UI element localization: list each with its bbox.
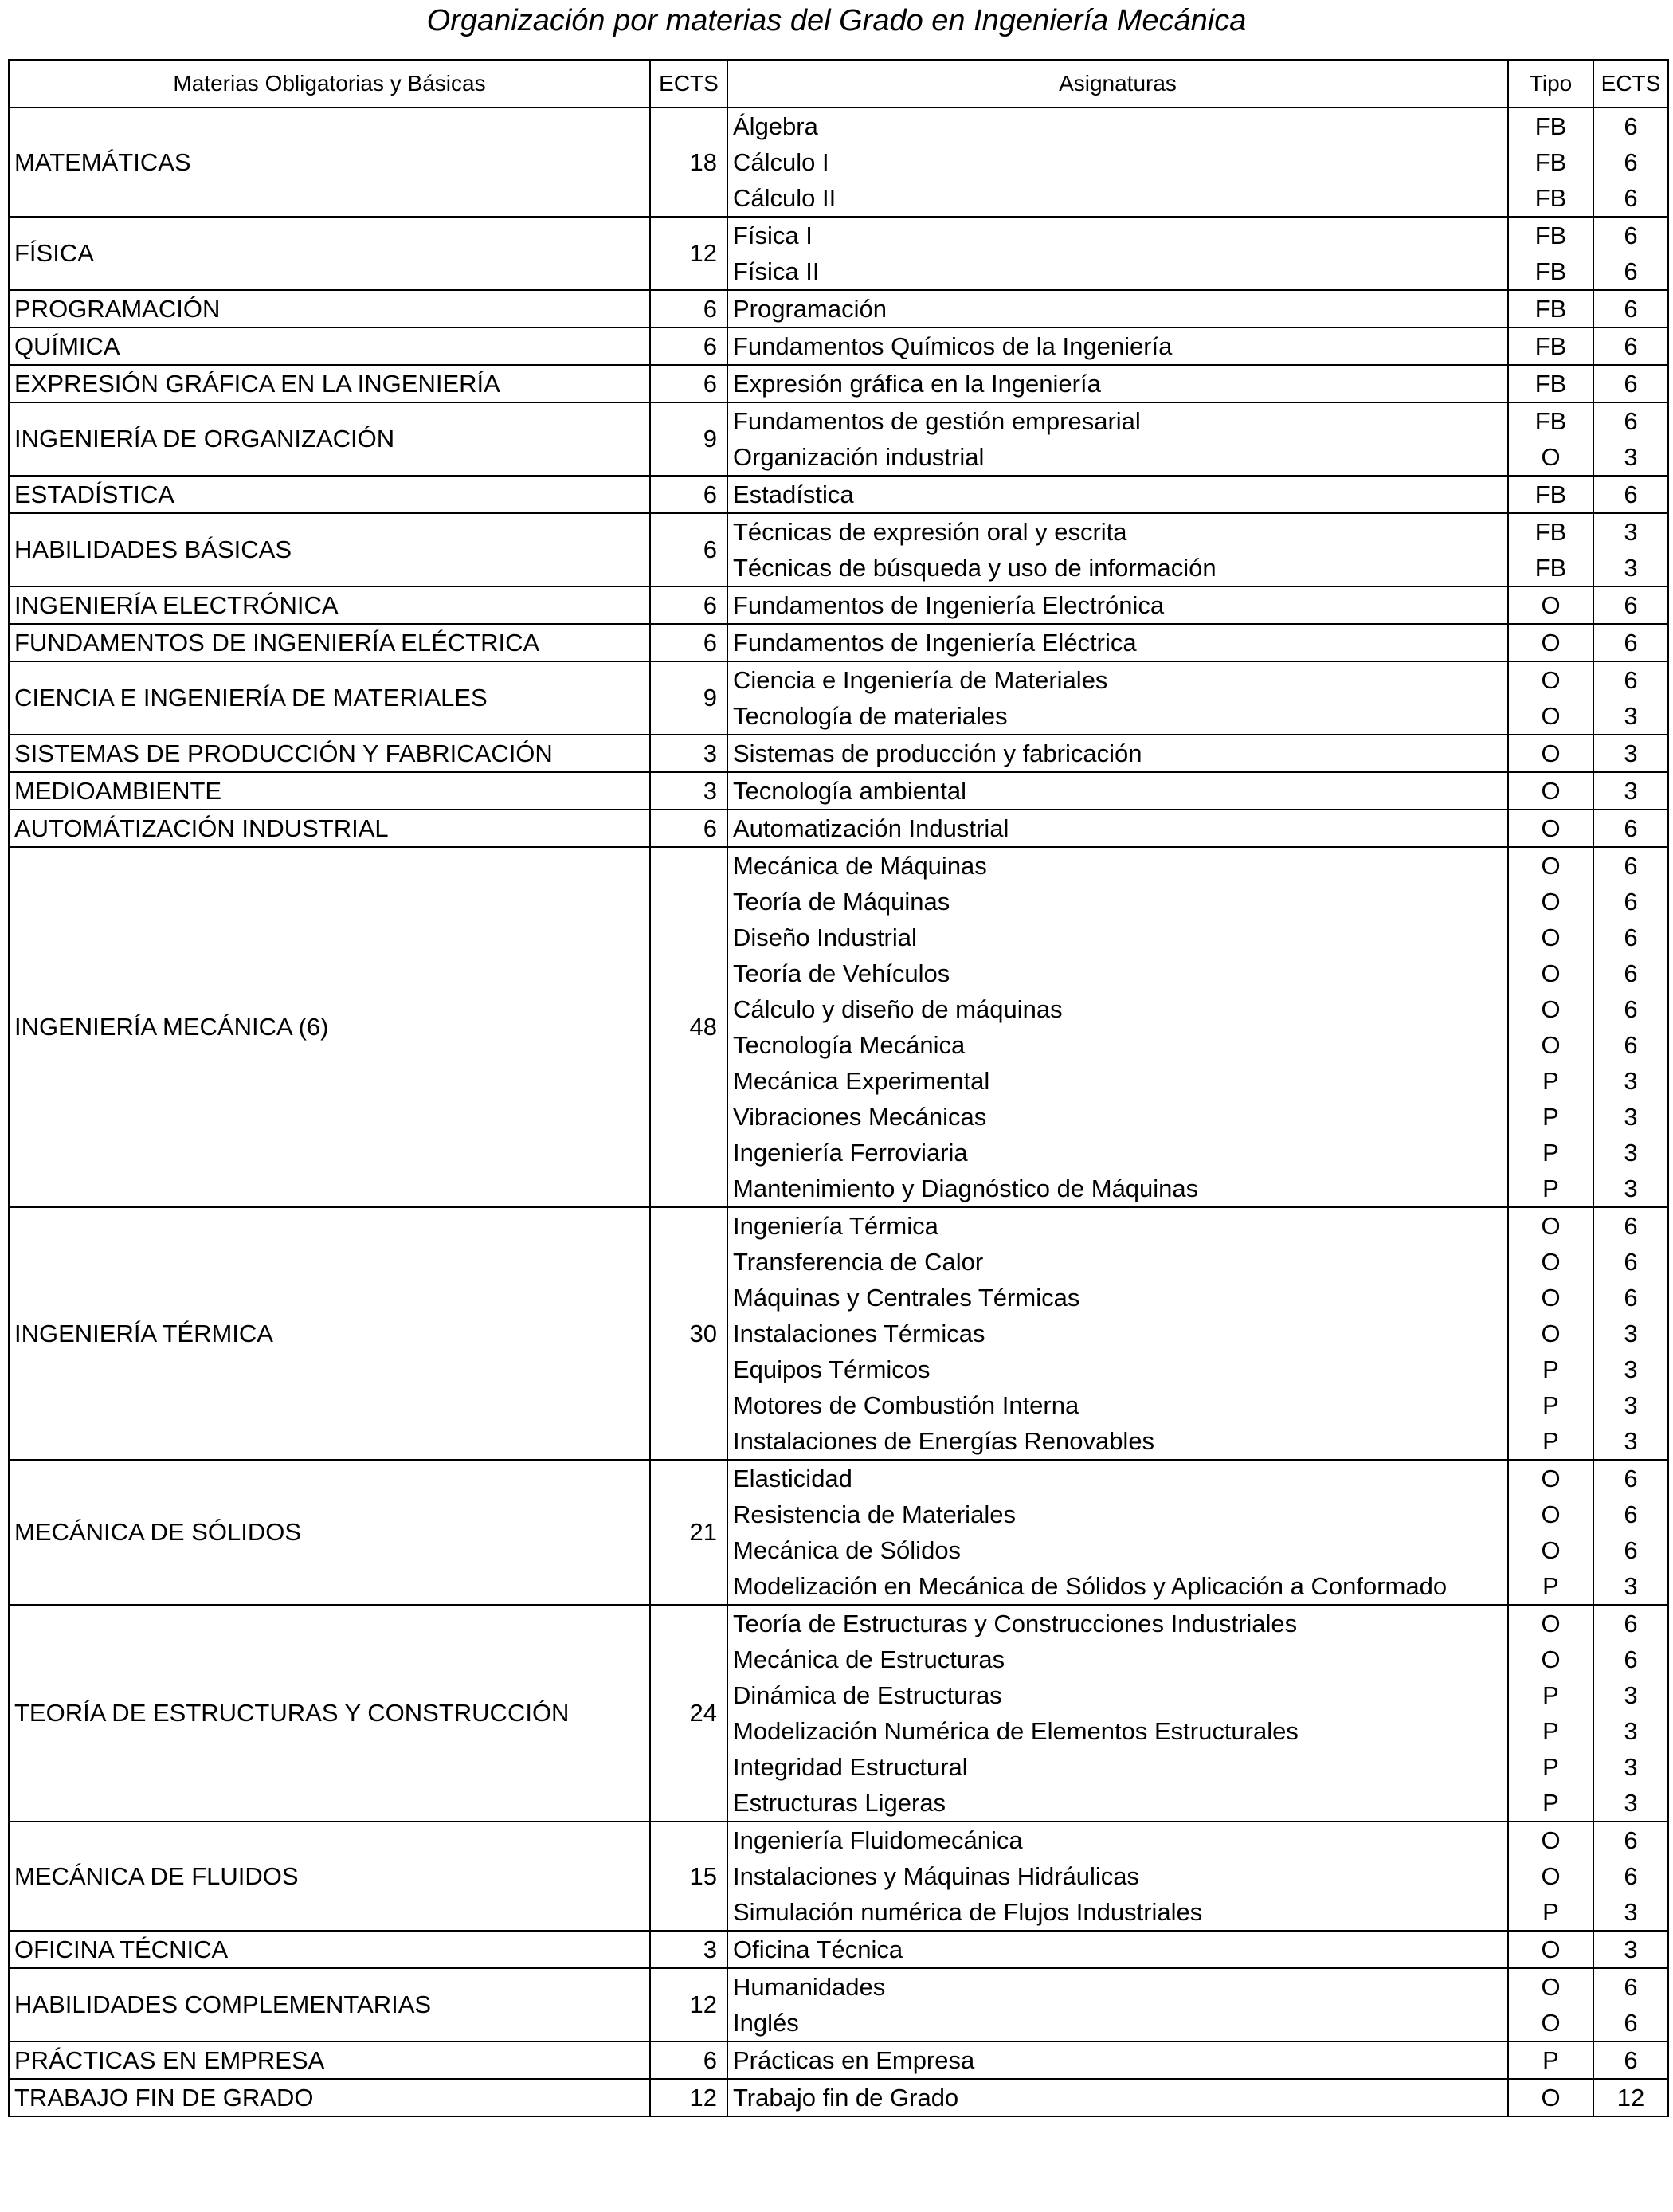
asignatura-ects: 6 xyxy=(1593,1280,1668,1316)
asignatura-tipo: P xyxy=(1508,1713,1593,1749)
asignatura-tipo: O xyxy=(1508,1244,1593,1280)
asignatura-ects: 3 xyxy=(1593,550,1668,586)
asignatura-name: Mecánica de Estructuras xyxy=(727,1641,1508,1677)
asignatura-name: Fundamentos de gestión empresarial xyxy=(727,402,1508,439)
asignatura-name: Fundamentos de Ingeniería Electrónica xyxy=(727,586,1508,624)
table-row xyxy=(9,661,1668,698)
materia-ects: 6 xyxy=(650,476,727,513)
asignatura-ects: 3 xyxy=(1593,1749,1668,1785)
asignatura-tipo: FB xyxy=(1508,144,1593,180)
header-ects-asignatura: ECTS xyxy=(1593,60,1668,108)
asignatura-name: Integridad Estructural xyxy=(727,1749,1508,1785)
table-row xyxy=(9,735,1668,772)
asignatura-name: Instalaciones y Máquinas Hidráulicas xyxy=(727,1858,1508,1894)
asignatura-ects: 3 xyxy=(1593,1785,1668,1822)
asignatura-tipo: P xyxy=(1508,1749,1593,1785)
asignatura-tipo: P xyxy=(1508,1387,1593,1423)
materia-name: OFICINA TÉCNICA xyxy=(9,1931,650,1968)
asignatura-ects: 6 xyxy=(1593,402,1668,439)
asignatura-tipo: FB xyxy=(1508,513,1593,550)
asignatura-tipo: O xyxy=(1508,1496,1593,1532)
table-row xyxy=(9,108,1668,144)
asignatura-ects: 6 xyxy=(1593,1207,1668,1244)
asignatura-name: Prácticas en Empresa xyxy=(727,2041,1508,2079)
asignatura-name: Física I xyxy=(727,217,1508,253)
materia-name: PROGRAMACIÓN xyxy=(9,290,650,327)
asignatura-name: Mantenimiento y Diagnóstico de Máquinas xyxy=(727,1171,1508,1207)
asignatura-tipo: O xyxy=(1508,955,1593,991)
asignatura-tipo: O xyxy=(1508,772,1593,810)
asignatura-tipo: O xyxy=(1508,991,1593,1027)
asignatura-name: Expresión gráfica en la Ingeniería xyxy=(727,365,1508,402)
asignatura-ects: 3 xyxy=(1593,1568,1668,1605)
asignatura-tipo: P xyxy=(1508,1099,1593,1135)
asignatura-tipo: FB xyxy=(1508,365,1593,402)
asignatura-tipo: P xyxy=(1508,1171,1593,1207)
asignatura-tipo: O xyxy=(1508,661,1593,698)
asignatura-ects: 3 xyxy=(1593,1387,1668,1423)
asignatura-ects: 3 xyxy=(1593,1316,1668,1351)
table-row xyxy=(9,1931,1668,1968)
asignatura-ects: 6 xyxy=(1593,586,1668,624)
asignatura-name: Ingeniería Térmica xyxy=(727,1207,1508,1244)
asignatura-name: Estructuras Ligeras xyxy=(727,1785,1508,1822)
asignatura-name: Teoría de Vehículos xyxy=(727,955,1508,991)
table-row xyxy=(9,513,1668,550)
asignatura-ects: 6 xyxy=(1593,810,1668,847)
materia-ects: 6 xyxy=(650,624,727,661)
asignatura-ects: 3 xyxy=(1593,1423,1668,1460)
asignatura-name: Teoría de Estructuras y Construcciones Industriales xyxy=(727,1605,1508,1641)
materia-ects: 15 xyxy=(650,1822,727,1931)
asignatura-name: Tecnología ambiental xyxy=(727,772,1508,810)
asignatura-name: Técnicas de búsqueda y uso de información xyxy=(727,550,1508,586)
asignatura-tipo: O xyxy=(1508,735,1593,772)
asignatura-name: Cálculo y diseño de máquinas xyxy=(727,991,1508,1027)
asignatura-ects: 6 xyxy=(1593,1027,1668,1063)
materia-name: INGENIERÍA MECÁNICA (6) xyxy=(9,847,650,1207)
materia-ects: 6 xyxy=(650,290,727,327)
asignatura-ects: 3 xyxy=(1593,1063,1668,1099)
table-row xyxy=(9,1822,1668,1858)
asignatura-ects: 6 xyxy=(1593,2005,1668,2041)
asignatura-name: Máquinas y Centrales Térmicas xyxy=(727,1280,1508,1316)
asignatura-ects: 6 xyxy=(1593,661,1668,698)
asignatura-ects: 3 xyxy=(1593,772,1668,810)
table-row xyxy=(9,217,1668,253)
materia-name: AUTOMÁTIZACIÓN INDUSTRIAL xyxy=(9,810,650,847)
asignatura-ects: 6 xyxy=(1593,1968,1668,2005)
materia-name: SISTEMAS DE PRODUCCIÓN Y FABRICACIÓN xyxy=(9,735,650,772)
asignatura-ects: 3 xyxy=(1593,439,1668,476)
asignatura-name: Trabajo fin de Grado xyxy=(727,2079,1508,2116)
materia-ects: 12 xyxy=(650,1968,727,2041)
asignatura-name: Sistemas de producción y fabricación xyxy=(727,735,1508,772)
table-body xyxy=(9,108,1668,2116)
materia-ects: 9 xyxy=(650,661,727,735)
materia-name: TEORÍA DE ESTRUCTURAS Y CONSTRUCCIÓN xyxy=(9,1605,650,1822)
asignatura-name: Cálculo I xyxy=(727,144,1508,180)
table-row xyxy=(9,327,1668,365)
materia-name: CIENCIA E INGENIERÍA DE MATERIALES xyxy=(9,661,650,735)
asignatura-name: Ingeniería Ferroviaria xyxy=(727,1135,1508,1171)
asignatura-ects: 6 xyxy=(1593,217,1668,253)
table-row xyxy=(9,1207,1668,1244)
asignatura-name: Organización industrial xyxy=(727,439,1508,476)
table-row xyxy=(9,365,1668,402)
asignatura-ects: 6 xyxy=(1593,920,1668,955)
asignatura-tipo: P xyxy=(1508,1785,1593,1822)
asignatura-ects: 6 xyxy=(1593,144,1668,180)
asignatura-tipo: FB xyxy=(1508,290,1593,327)
asignatura-tipo: O xyxy=(1508,1207,1593,1244)
asignatura-ects: 6 xyxy=(1593,253,1668,290)
asignatura-ects: 6 xyxy=(1593,1460,1668,1496)
asignatura-tipo: O xyxy=(1508,1641,1593,1677)
materia-ects: 3 xyxy=(650,735,727,772)
asignatura-ects: 3 xyxy=(1593,1099,1668,1135)
asignatura-name: Diseño Industrial xyxy=(727,920,1508,955)
asignatura-name: Automatización Industrial xyxy=(727,810,1508,847)
materia-ects: 6 xyxy=(650,327,727,365)
materia-name: MECÁNICA DE FLUIDOS xyxy=(9,1822,650,1931)
header-materias: Materias Obligatorias y Básicas xyxy=(9,60,650,108)
asignatura-ects: 3 xyxy=(1593,1677,1668,1713)
asignatura-name: Fundamentos Químicos de la Ingeniería xyxy=(727,327,1508,365)
asignatura-name: Mecánica de Sólidos xyxy=(727,1532,1508,1568)
asignatura-tipo: P xyxy=(1508,2041,1593,2079)
materia-ects: 6 xyxy=(650,810,727,847)
asignatura-name: Humanidades xyxy=(727,1968,1508,2005)
asignatura-ects: 6 xyxy=(1593,847,1668,884)
materia-name: HABILIDADES BÁSICAS xyxy=(9,513,650,586)
asignatura-name: Equipos Térmicos xyxy=(727,1351,1508,1387)
asignatura-tipo: O xyxy=(1508,2005,1593,2041)
materia-name: HABILIDADES COMPLEMENTARIAS xyxy=(9,1968,650,2041)
materia-name: MECÁNICA DE SÓLIDOS xyxy=(9,1460,650,1605)
asignatura-name: Programación xyxy=(727,290,1508,327)
asignatura-ects: 6 xyxy=(1593,476,1668,513)
asignatura-ects: 12 xyxy=(1593,2079,1668,2116)
asignatura-name: Oficina Técnica xyxy=(727,1931,1508,1968)
asignatura-ects: 3 xyxy=(1593,1894,1668,1931)
asignatura-tipo: FB xyxy=(1508,253,1593,290)
asignatura-name: Elasticidad xyxy=(727,1460,1508,1496)
asignatura-tipo: P xyxy=(1508,1677,1593,1713)
asignatura-tipo: O xyxy=(1508,2079,1593,2116)
table-row xyxy=(9,847,1668,884)
subjects-table xyxy=(8,59,1669,2117)
materia-name: MATEMÁTICAS xyxy=(9,108,650,217)
asignatura-name: Modelización en Mecánica de Sólidos y Aplicación a Conformado xyxy=(727,1568,1508,1605)
table-row xyxy=(9,772,1668,810)
asignatura-ects: 3 xyxy=(1593,1713,1668,1749)
table-row xyxy=(9,624,1668,661)
asignatura-tipo: FB xyxy=(1508,217,1593,253)
asignatura-name: Transferencia de Calor xyxy=(727,1244,1508,1280)
asignatura-name: Vibraciones Mecánicas xyxy=(727,1099,1508,1135)
asignatura-ects: 6 xyxy=(1593,108,1668,144)
asignatura-tipo: O xyxy=(1508,624,1593,661)
asignatura-ects: 6 xyxy=(1593,1532,1668,1568)
asignatura-name: Resistencia de Materiales xyxy=(727,1496,1508,1532)
asignatura-name: Tecnología Mecánica xyxy=(727,1027,1508,1063)
asignatura-ects: 3 xyxy=(1593,1135,1668,1171)
asignatura-tipo: O xyxy=(1508,1968,1593,2005)
asignatura-tipo: O xyxy=(1508,1605,1593,1641)
asignatura-name: Inglés xyxy=(727,2005,1508,2041)
asignatura-ects: 3 xyxy=(1593,1931,1668,1968)
materia-name: TRABAJO FIN DE GRADO xyxy=(9,2079,650,2116)
materia-name: INGENIERÍA ELECTRÓNICA xyxy=(9,586,650,624)
asignatura-tipo: FB xyxy=(1508,108,1593,144)
asignatura-ects: 6 xyxy=(1593,327,1668,365)
asignatura-ects: 3 xyxy=(1593,735,1668,772)
materia-ects: 6 xyxy=(650,2041,727,2079)
asignatura-ects: 6 xyxy=(1593,1244,1668,1280)
asignatura-name: Ingeniería Fluidomecánica xyxy=(727,1822,1508,1858)
materia-name: FUNDAMENTOS DE INGENIERÍA ELÉCTRICA xyxy=(9,624,650,661)
materia-ects: 6 xyxy=(650,586,727,624)
asignatura-ects: 3 xyxy=(1593,1171,1668,1207)
table-row xyxy=(9,2041,1668,2079)
asignatura-ects: 6 xyxy=(1593,180,1668,217)
asignatura-ects: 6 xyxy=(1593,991,1668,1027)
asignatura-ects: 6 xyxy=(1593,2041,1668,2079)
asignatura-tipo: O xyxy=(1508,439,1593,476)
asignatura-name: Técnicas de expresión oral y escrita xyxy=(727,513,1508,550)
asignatura-name: Tecnología de materiales xyxy=(727,698,1508,735)
asignatura-ects: 6 xyxy=(1593,1858,1668,1894)
materia-ects: 3 xyxy=(650,772,727,810)
asignatura-ects: 6 xyxy=(1593,1641,1668,1677)
asignatura-tipo: FB xyxy=(1508,327,1593,365)
asignatura-ects: 6 xyxy=(1593,1496,1668,1532)
materia-ects: 30 xyxy=(650,1207,727,1460)
materia-ects: 6 xyxy=(650,365,727,402)
asignatura-ects: 6 xyxy=(1593,955,1668,991)
asignatura-tipo: O xyxy=(1508,1027,1593,1063)
table-row xyxy=(9,810,1668,847)
asignatura-ects: 6 xyxy=(1593,624,1668,661)
materia-ects: 48 xyxy=(650,847,727,1207)
asignatura-ects: 6 xyxy=(1593,1822,1668,1858)
table-row xyxy=(9,402,1668,439)
asignatura-tipo: O xyxy=(1508,810,1593,847)
materia-name: QUÍMICA xyxy=(9,327,650,365)
asignatura-tipo: P xyxy=(1508,1135,1593,1171)
materia-ects: 12 xyxy=(650,217,727,290)
asignatura-tipo: O xyxy=(1508,1858,1593,1894)
asignatura-name: Modelización Numérica de Elementos Estructurales xyxy=(727,1713,1508,1749)
asignatura-tipo: P xyxy=(1508,1351,1593,1387)
asignatura-tipo: P xyxy=(1508,1423,1593,1460)
asignatura-tipo: P xyxy=(1508,1894,1593,1931)
asignatura-ects: 6 xyxy=(1593,365,1668,402)
asignatura-tipo: O xyxy=(1508,920,1593,955)
asignatura-name: Mecánica de Máquinas xyxy=(727,847,1508,884)
asignatura-tipo: O xyxy=(1508,698,1593,735)
table-header-row xyxy=(9,60,1668,108)
asignatura-ects: 3 xyxy=(1593,513,1668,550)
asignatura-name: Dinámica de Estructuras xyxy=(727,1677,1508,1713)
asignatura-tipo: FB xyxy=(1508,476,1593,513)
asignatura-tipo: O xyxy=(1508,1532,1593,1568)
materia-name: EXPRESIÓN GRÁFICA EN LA INGENIERÍA xyxy=(9,365,650,402)
materia-ects: 12 xyxy=(650,2079,727,2116)
asignatura-name: Álgebra xyxy=(727,108,1508,144)
materia-name: ESTADÍSTICA xyxy=(9,476,650,513)
asignatura-ects: 6 xyxy=(1593,884,1668,920)
table-row xyxy=(9,1460,1668,1496)
materia-ects: 21 xyxy=(650,1460,727,1605)
materia-name: PRÁCTICAS EN EMPRESA xyxy=(9,2041,650,2079)
table-row xyxy=(9,476,1668,513)
asignatura-name: Mecánica Experimental xyxy=(727,1063,1508,1099)
asignatura-tipo: O xyxy=(1508,884,1593,920)
asignatura-ects: 6 xyxy=(1593,1605,1668,1641)
asignatura-tipo: O xyxy=(1508,1460,1593,1496)
asignatura-tipo: FB xyxy=(1508,550,1593,586)
asignatura-tipo: O xyxy=(1508,1316,1593,1351)
asignatura-name: Instalaciones de Energías Renovables xyxy=(727,1423,1508,1460)
header-tipo: Tipo xyxy=(1508,60,1593,108)
asignatura-name: Motores de Combustión Interna xyxy=(727,1387,1508,1423)
table-row xyxy=(9,1605,1668,1641)
header-asignaturas: Asignaturas xyxy=(727,60,1508,108)
asignatura-tipo: O xyxy=(1508,847,1593,884)
table-row xyxy=(9,586,1668,624)
asignatura-tipo: O xyxy=(1508,1931,1593,1968)
materia-ects: 9 xyxy=(650,402,727,476)
asignatura-name: Estadística xyxy=(727,476,1508,513)
asignatura-tipo: O xyxy=(1508,586,1593,624)
asignatura-ects: 6 xyxy=(1593,290,1668,327)
asignatura-tipo: P xyxy=(1508,1568,1593,1605)
table-row xyxy=(9,1968,1668,2005)
materia-name: MEDIOAMBIENTE xyxy=(9,772,650,810)
asignatura-name: Simulación numérica de Flujos Industriales xyxy=(727,1894,1508,1931)
asignatura-name: Ciencia e Ingeniería de Materiales xyxy=(727,661,1508,698)
table-row xyxy=(9,290,1668,327)
asignatura-name: Física II xyxy=(727,253,1508,290)
materia-ects: 3 xyxy=(650,1931,727,1968)
asignatura-tipo: FB xyxy=(1508,180,1593,217)
asignatura-tipo: P xyxy=(1508,1063,1593,1099)
asignatura-name: Cálculo II xyxy=(727,180,1508,217)
asignatura-ects: 3 xyxy=(1593,698,1668,735)
table-row xyxy=(9,2079,1668,2116)
materia-name: FÍSICA xyxy=(9,217,650,290)
asignatura-tipo: O xyxy=(1508,1822,1593,1858)
asignatura-tipo: O xyxy=(1508,1280,1593,1316)
asignatura-tipo: FB xyxy=(1508,402,1593,439)
asignatura-name: Instalaciones Térmicas xyxy=(727,1316,1508,1351)
materia-ects: 6 xyxy=(650,513,727,586)
asignatura-name: Teoría de Máquinas xyxy=(727,884,1508,920)
document-title: Organización por materias del Grado en Ingeniería Mecánica xyxy=(426,4,1247,37)
asignatura-ects: 3 xyxy=(1593,1351,1668,1387)
materia-ects: 18 xyxy=(650,108,727,217)
materia-name: INGENIERÍA DE ORGANIZACIÓN xyxy=(9,402,650,476)
asignatura-name: Fundamentos de Ingeniería Eléctrica xyxy=(727,624,1508,661)
header-ects: ECTS xyxy=(650,60,727,108)
materia-name: INGENIERÍA TÉRMICA xyxy=(9,1207,650,1460)
materia-ects: 24 xyxy=(650,1605,727,1822)
